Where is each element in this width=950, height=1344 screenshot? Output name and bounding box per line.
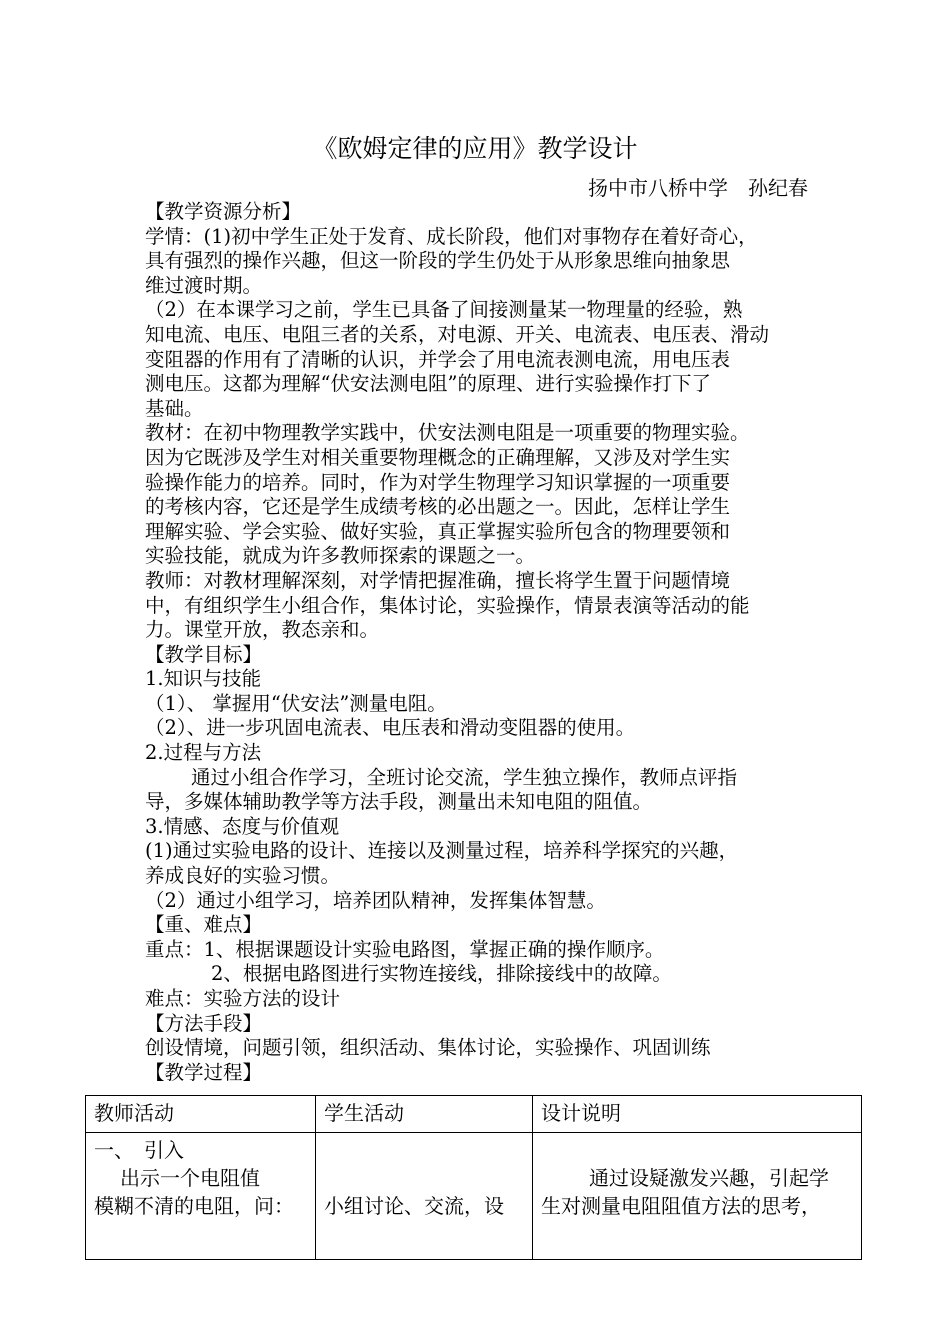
paragraph-line: 基础。 <box>145 396 204 420</box>
paragraph-line: （2）在本课学习之前，学生已具备了间接测量某一物理量的经验，熟 <box>145 298 743 322</box>
paragraph-line: 维过渡时期。 <box>145 273 263 297</box>
paragraph-line: 创设情境，问题引领，组织活动、集体讨论，实验操作、巩固训练 <box>145 1036 711 1060</box>
paragraph-line: 中，有组织学生小组合作，集体讨论，实验操作，情景表演等活动的能 <box>145 593 750 617</box>
section-heading: 【教学过程】 <box>145 1060 263 1084</box>
cell-line: 一、 引入 <box>94 1138 184 1162</box>
student-activity-cell <box>316 1133 533 1260</box>
paragraph-line: 导，多媒体辅助教学等方法手段，测量出未知电阻的阻值。 <box>145 790 653 814</box>
paragraph-line: 学情：(1)初中学生正处于发育、成长阶段，他们对事物存在着好奇心， <box>145 224 758 248</box>
paragraph-line: 变阻器的作用有了清晰的认识，并学会了用电流表测电流，用电压表 <box>145 347 731 371</box>
column-header-design: 设计说明 <box>533 1096 862 1133</box>
paragraph-line: 养成良好的实验习惯。 <box>145 864 341 888</box>
subheading: 2.过程与方法 <box>145 741 262 765</box>
teaching-process-table <box>85 1095 862 1260</box>
column-header-teacher: 教师活动 <box>86 1096 316 1133</box>
table-header-row <box>86 1096 862 1133</box>
section-heading: 【重、难点】 <box>145 913 263 937</box>
paragraph-line: (1)通过实验电路的设计、连接以及测量过程，培养科学探究的兴趣， <box>145 839 739 863</box>
cell-line: 生对测量电阻阻值方法的思考， <box>541 1194 821 1218</box>
cell-line: 模糊不清的电阻，问： <box>94 1194 294 1218</box>
paragraph-line: 知电流、电压、电阻三者的关系，对电源、开关、电流表、电压表、滑动 <box>145 322 770 346</box>
subheading: 1.知识与技能 <box>145 667 262 691</box>
paragraph-line: 具有强烈的操作兴趣，但这一阶段的学生仍处于从形象思维向抽象思 <box>145 249 731 273</box>
paragraph-line: 难点：实验方法的设计 <box>145 987 341 1010</box>
document-body <box>145 200 825 1085</box>
paragraph-line: 重点：1、根据课题设计实验电路图，掌握正确的操作顺序。 <box>145 937 665 961</box>
paragraph-line: 教材：在初中物理教学实践中，伏安法测电阻是一项重要的物理实验。 <box>145 421 750 445</box>
paragraph-line: 通过小组合作学习，全班讨论交流，学生独立操作，教师点评指 <box>191 765 738 789</box>
cell-line: 小组讨论、交流，设 <box>324 1194 504 1218</box>
list-item: （2）、进一步巩固电流表、电压表和滑动变阻器的使用。 <box>145 716 636 740</box>
list-item: （2）通过小组学习，培养团队精神，发挥集体智慧。 <box>145 888 606 912</box>
paragraph-line: 因为它既涉及学生对相关重要物理概念的正确理解，又涉及对学生实 <box>145 445 731 469</box>
list-item: （1）、 掌握用“伏安法”测量电阻。 <box>145 691 447 715</box>
section-heading: 【教学目标】 <box>145 642 263 666</box>
paragraph-line: 2、根据电路图进行实物连接线，排除接线中的故障。 <box>211 962 672 986</box>
paragraph-line: 教师：对教材理解深刻，对学情把握准确，擅长将学生置于问题情境 <box>145 568 731 592</box>
design-note-cell <box>533 1133 862 1260</box>
paragraph-line: 测电压。这都为理解“伏安法测电阻”的原理、进行实验操作打下了 <box>145 372 711 396</box>
section-heading: 【方法手段】 <box>145 1011 263 1035</box>
subheading: 3.情感、态度与价值观 <box>145 814 340 838</box>
cell-line: 通过设疑激发兴趣，引起学 <box>589 1166 829 1190</box>
column-header-student: 学生活动 <box>316 1096 533 1133</box>
teacher-activity-cell <box>86 1133 316 1260</box>
author-line: 扬中市八桥中学 孙纪春 <box>588 176 808 200</box>
document-title: 《欧姆定律的应用》教学设计 <box>312 134 638 163</box>
section-heading: 【教学资源分析】 <box>145 200 302 223</box>
paragraph-line: 实验技能，就成为许多教师探索的课题之一。 <box>145 544 536 568</box>
paragraph-line: 力。课堂开放，教态亲和。 <box>145 618 380 642</box>
paragraph-line: 的考核内容，它还是学生成绩考核的必出题之一。因此，怎样让学生 <box>145 495 731 519</box>
table-row <box>86 1133 862 1260</box>
paragraph-line: 验操作能力的培养。同时，作为对学生物理学习知识掌握的一项重要 <box>145 470 731 494</box>
paragraph-line: 理解实验、学会实验、做好实验，真正掌握实验所包含的物理要领和 <box>145 519 731 543</box>
cell-line: 出示一个电阻值 <box>120 1166 260 1190</box>
